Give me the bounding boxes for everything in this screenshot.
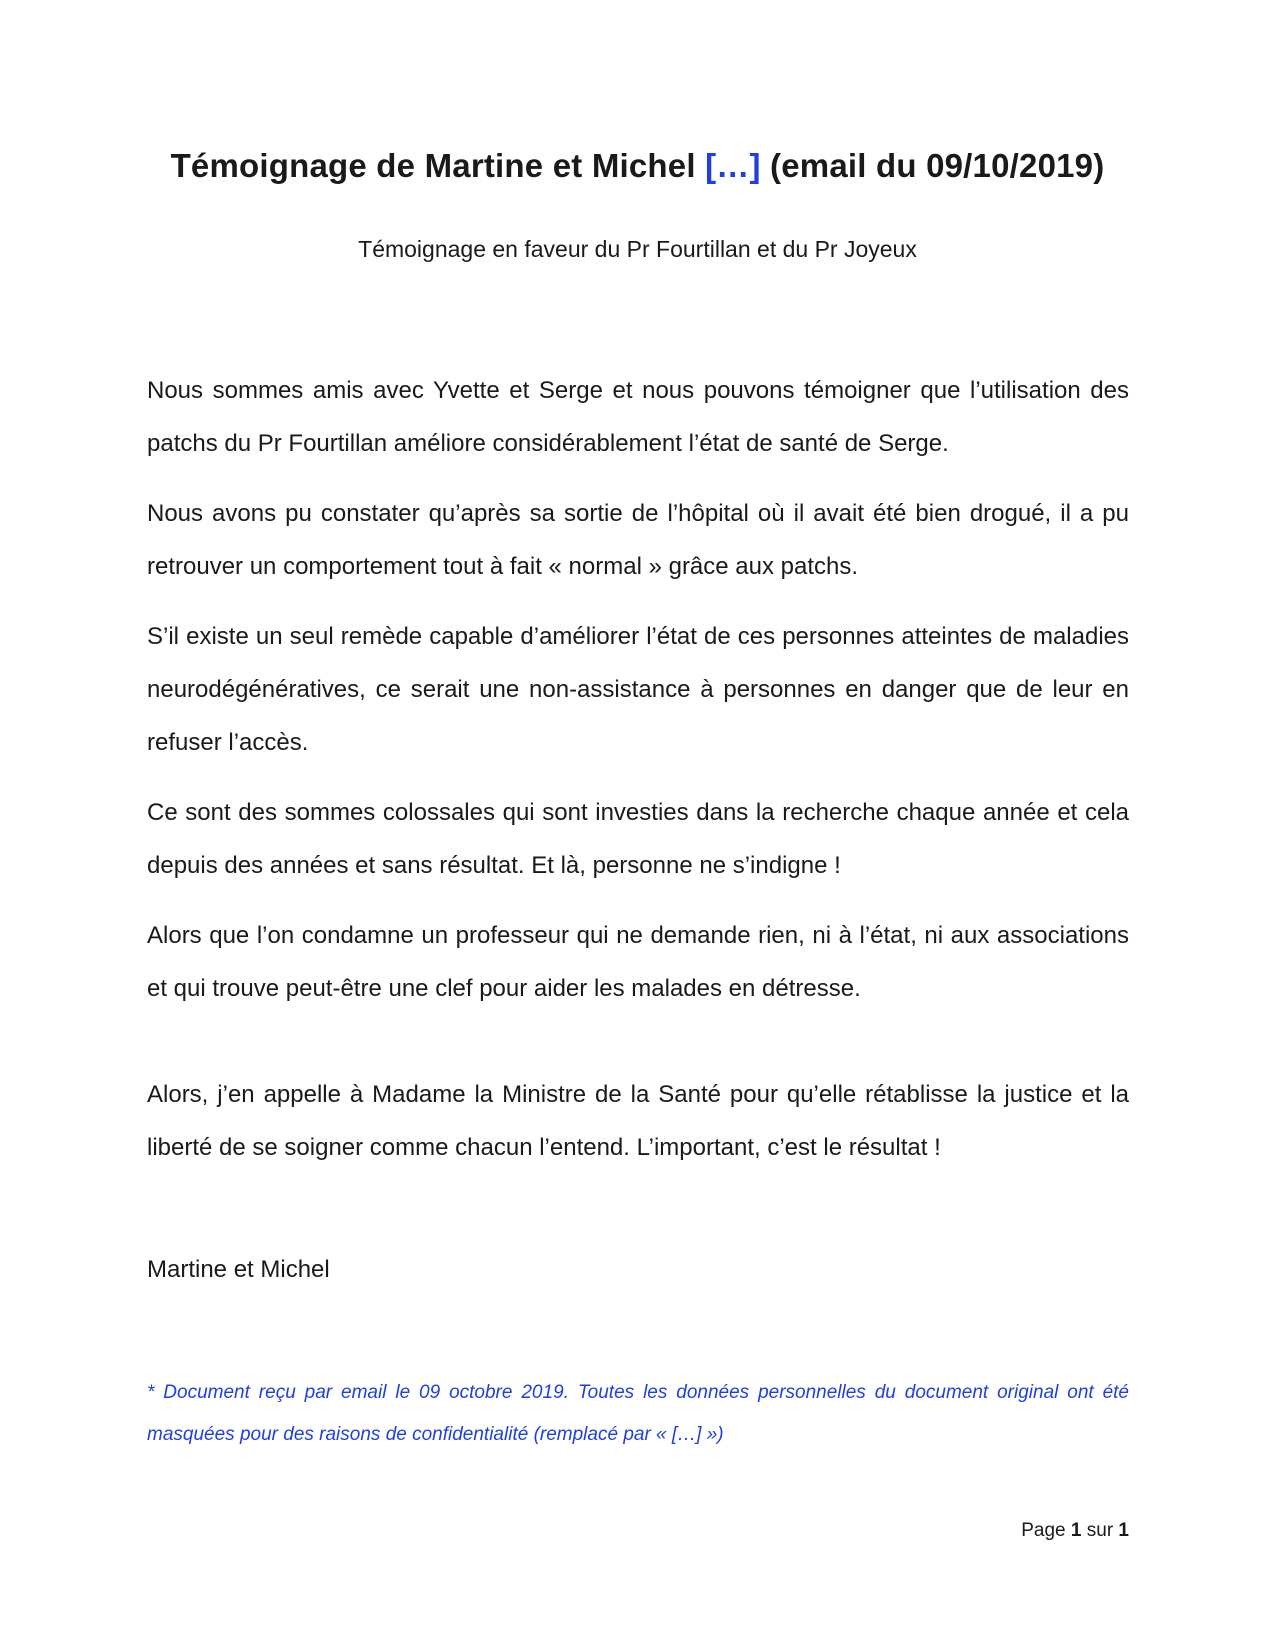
title-text-start: Témoignage de Martine et Michel (170, 147, 706, 184)
page-footer (1021, 1518, 1129, 1544)
page-label: Page (1021, 1520, 1071, 1541)
document-body (147, 364, 1129, 1296)
page-current: 1 (1070, 1520, 1082, 1541)
signature: Martine et Michel (147, 1256, 330, 1283)
title-text-end: (email du 09/10/2019) (760, 147, 1105, 184)
paragraph-5: Alors que l’on condamne un professeur qui ne demande rien, ni à l’état, ni aux associations et qui trouve peut-être une clef pour aider les malades en détresse. (147, 922, 1129, 1002)
title-redaction-marker: […] (705, 147, 761, 184)
document-subtitle: Témoignage en faveur du Pr Fourtillan et du Pr Joyeux (358, 236, 917, 262)
page-separator: sur (1081, 1520, 1119, 1541)
paragraph-1: Nous sommes amis avec Yvette et Serge et nous pouvons témoigner que l’utilisation des patchs du Pr Fourtillan améliore considérablement l’état de santé de Serge. (147, 377, 1129, 457)
paragraph-2: Nous avons pu constater qu’après sa sortie de l’hôpital où il avait été bien drogué, il a pu retrouver un comportement tout à fait « normal » grâce aux patchs. (147, 500, 1129, 580)
paragraph-3: S’il existe un seul remède capable d’améliorer l’état de ces personnes atteintes de maladies neurodégénératives, ce serait une non-assistance à personnes en danger que de leur en refuser l’accès. (147, 623, 1129, 756)
paragraph-4: Ce sont des sommes colossales qui sont investies dans la recherche chaque année et cela depuis des années et sans résultat. Et là, personne ne s’indigne ! (147, 799, 1129, 879)
document-title (0, 146, 1275, 186)
page-total: 1 (1118, 1520, 1129, 1541)
paragraph-6: Alors, j’en appelle à Madame la Ministre de la Santé pour qu’elle rétablisse la justice et la liberté de se soigner comme chacun l’entend. L’important, c’est le résultat ! (147, 1081, 1129, 1161)
footnote: * Document reçu par email le 09 octobre 2019. Toutes les données personnelles du document original ont été masquées pour des raisons de confidentialité (remplacé par « […] ») (147, 1382, 1129, 1445)
